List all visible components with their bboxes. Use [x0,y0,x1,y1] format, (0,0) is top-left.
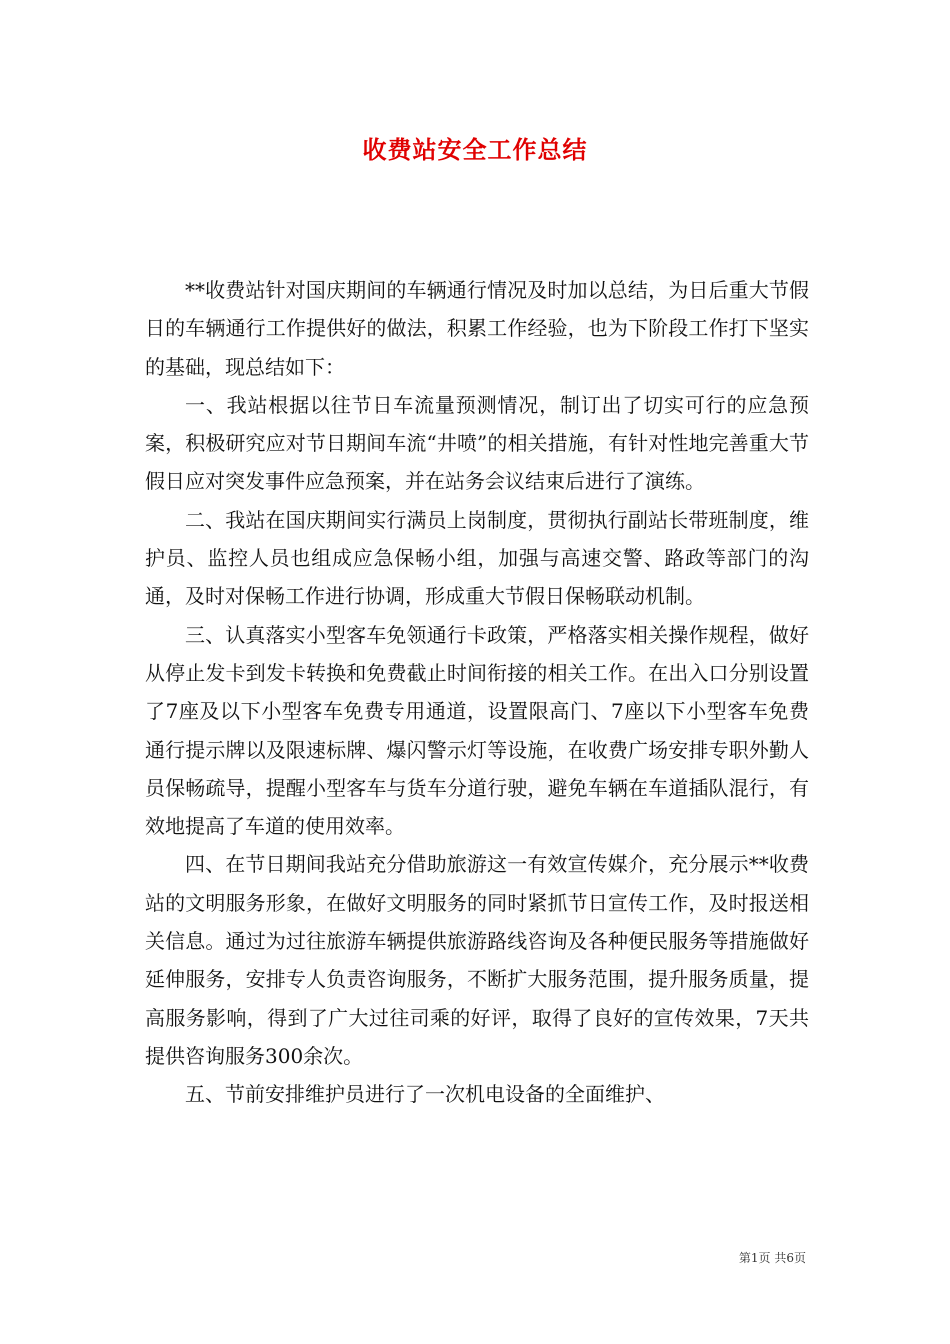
paragraph-2: 二、我站在国庆期间实行满员上岗制度，贯彻执行副站长带班制度，维护员、监控人员也组成应急保畅小组，加强与高速交警、路政等部门的沟通，及时对保畅工作进行协调，形成重大节假日保畅联动机制。 [145,507,809,609]
paragraph-1: 一、我站根据以往节日车流量预测情况，制订出了切实可行的应急预案，积极研究应对节日期间车流“井喷”的相关措施，有针对性地完善重大节假日应对突发事件应急预案，并在站务会议结束后进行了演练。 [145,392,809,494]
paragraph-intro: **收费站针对国庆期间的车辆通行情况及时加以总结，为日后重大节假日的车辆通行工作提供好的做法，积累工作经验，也为下阶段工作打下坚实的基础，现总结如下： [145,278,809,379]
document-title: 收费站安全工作总结 [362,135,588,164]
paragraph-3: 三、认真落实小型客车免领通行卡政策，严格落实相关操作规程，做好从停止发卡到发卡转换和免费截止时间衔接的相关工作。在出入口分别设置了7座及以下小型客车免费专用通道，设置限高门、7座以下小型客车免费通行提示牌以及限速标牌、爆闪警示灯等设施，在收费广场安排专职外勤人员保畅疏导，提醒小型客车与货车分道行驶，避免车辆在车道插队混行，有效地提高了车道的使用效率。 [145,622,809,839]
paragraph-4: 四、在节日期间我站充分借助旅游这一有效宣传媒介，充分展示**收费站的文明服务形象，在做好文明服务的同时紧抓节日宣传工作，及时报送相关信息。通过为过往旅游车辆提供旅游路线咨询及各种便民服务等措施做好延伸服务，安排专人负责咨询服务，不断扩大服务范围，提升服务质量，提高服务影响，得到了广大过往司乘的好评，取得了良好的宣传效果，7天共提供咨询服务300余次。 [145,852,809,1068]
paragraph-5: 五、节前安排维护员进行了一次机电设备的全面维护、 [185,1082,665,1107]
document-body [145,271,809,1114]
page-number-footer: 第1页 共6页 [738,1251,806,1265]
